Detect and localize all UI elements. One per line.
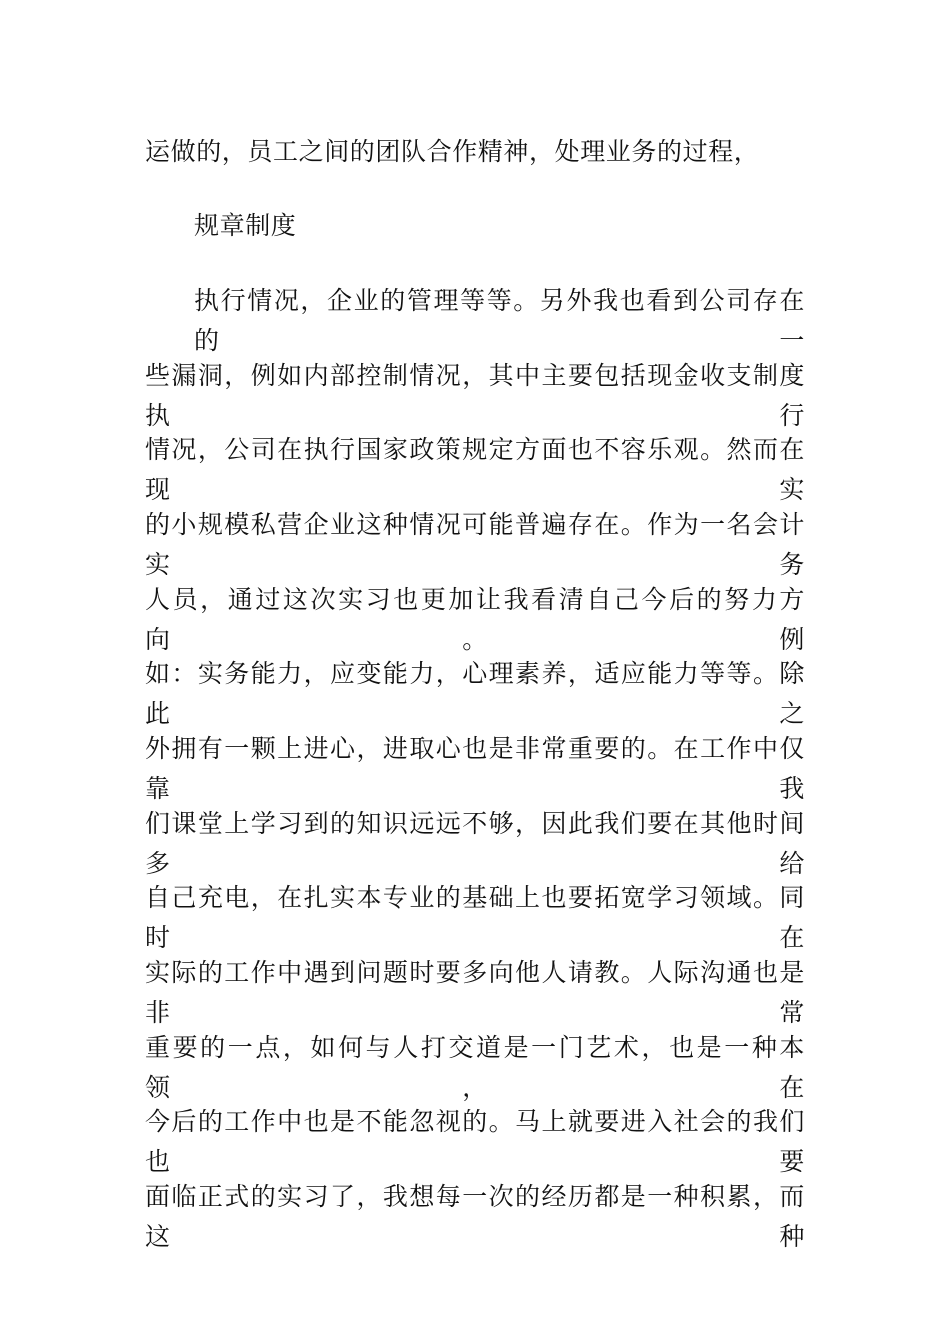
text-line: 些漏洞，例如内部控制情况，其中主要包括现金收支制度执行 (145, 361, 805, 430)
text-line: 的小规模私营企业这种情况可能普遍存在。作为一名会计实务 (145, 510, 805, 579)
text-line: 今后的工作中也是不能忽视的。马上就要进入社会的我们也要 (145, 1107, 805, 1176)
text-line: 外拥有一颗上进心，进取心也是非常重要的。在工作中仅靠我 (145, 734, 805, 803)
text-line: 情况，公司在执行国家政策规定方面也不容乐观。然而在现实 (145, 435, 805, 504)
text-line: 面临正式的实习了，我想每一次的经历都是一种积累，而这种 (145, 1182, 805, 1251)
section-heading: 规章制度 (194, 211, 297, 240)
text-line: 运做的，员工之间的团队合作精神，处理业务的过程， (145, 137, 760, 166)
text-line: 人员，通过这次实习也更加让我看清自己今后的努力方向。例 (145, 585, 805, 654)
text-line: 执行情况，企业的管理等等。另外我也看到公司存在的一 (194, 286, 805, 355)
text-line: 自己充电，在扎实本专业的基础上也要拓宽学习领域。同时在 (145, 883, 805, 952)
text-line: 重要的一点，如何与人打交道是一门艺术，也是一种本领，在 (145, 1033, 805, 1102)
text-line: 实际的工作中遇到问题时要多向他人请教。人际沟通也是非常 (145, 958, 805, 1027)
text-line: 如：实务能力，应变能力，心理素养，适应能力等等。除此之 (145, 659, 805, 728)
text-line: 们课堂上学习到的知识远远不够，因此我们要在其他时间多给 (145, 809, 805, 878)
